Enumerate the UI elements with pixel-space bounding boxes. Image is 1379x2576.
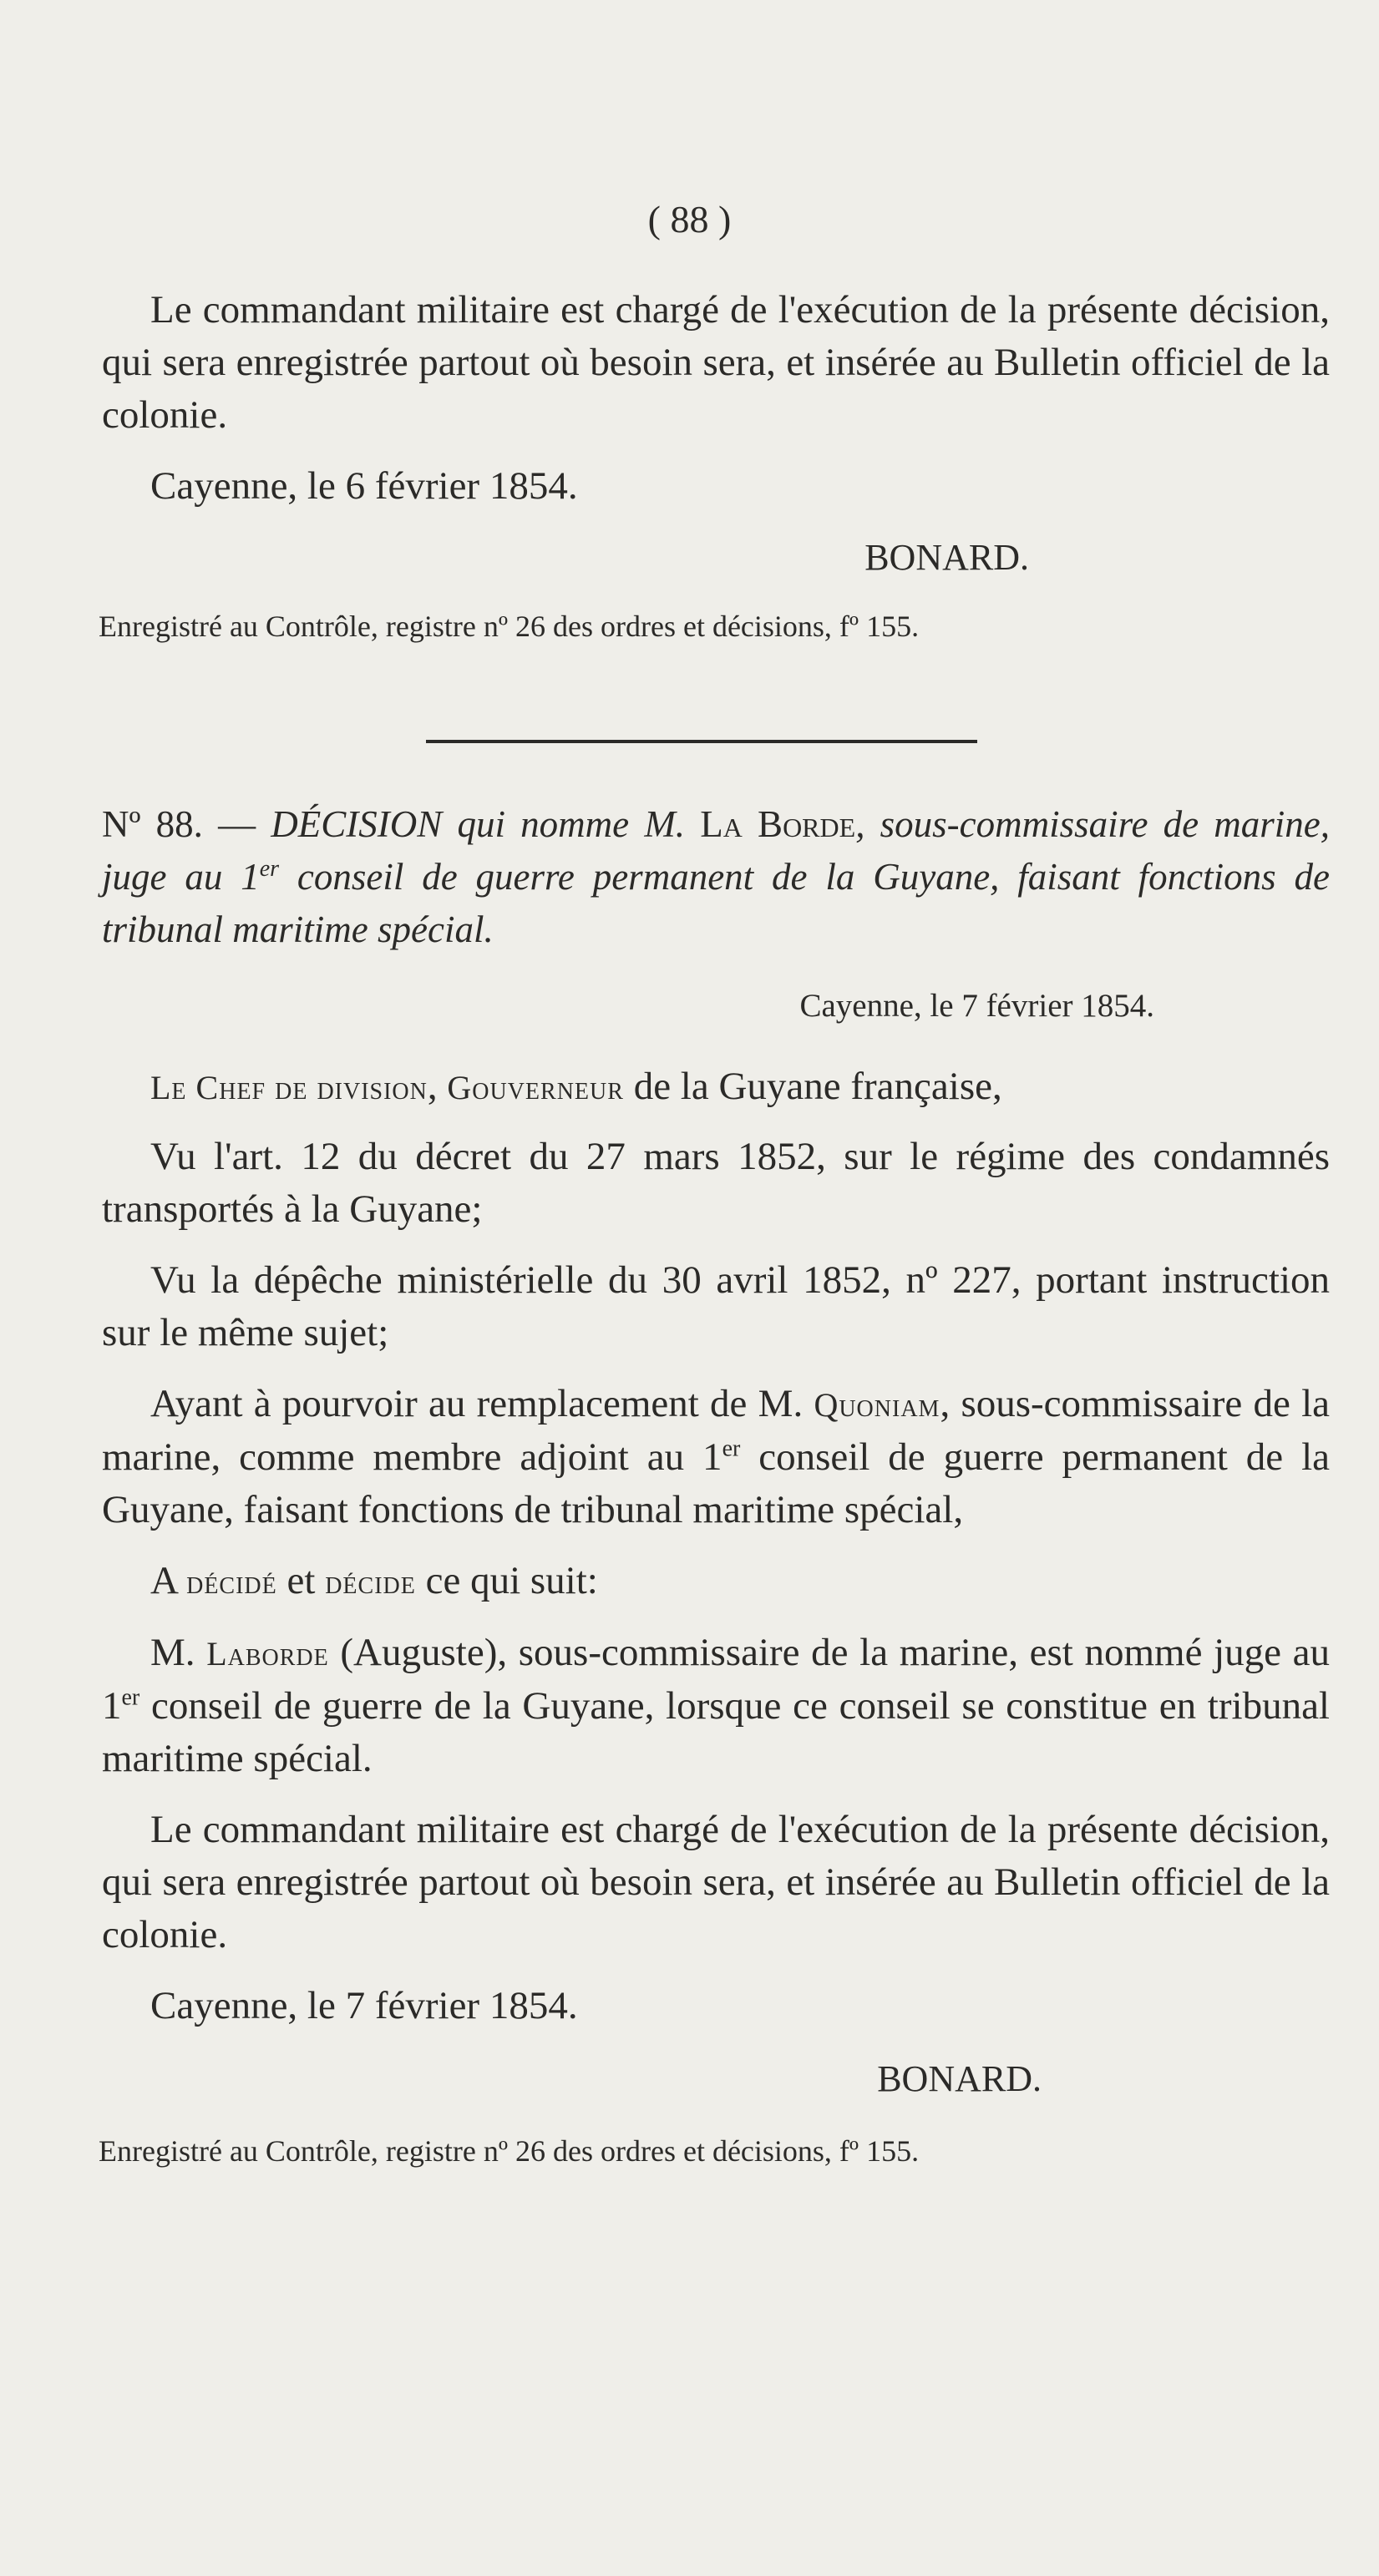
signature: BONARD.: [864, 537, 1029, 578]
registration-note-2: Enregistré au Contrôle, registre nº 26 des ordres et décisions, fº 155.: [99, 2134, 920, 2168]
nomination-paragraph: M. Laborde (Auguste), sous-commissaire de la marine, est nommé juge au 1er conseil de guerre de la Guyane, lorsque ce conseil se constitue en tribunal maritime spécial.: [102, 1631, 1330, 1780]
ayant-paragraph: Ayant à pourvoir au remplacement de M. Quoniam, sous-commissaire de la marine, comme membre adjoint au 1er conseil de guerre permanent de la Guyane, faisant fonctions de tribunal maritime spécial,: [102, 1382, 1331, 1531]
date-line-2: Cayenne, le 7 février 1854.: [150, 1984, 578, 2027]
execution-paragraph: Le commandant militaire est chargé de l'exécution de la présente décision, qui sera enregistrée partout où besoin sera, et insérée au Bulletin officiel de la colonie.: [102, 288, 1330, 437]
previous-decision-end: [99, 284, 1330, 647]
governor-heading: Le Chef de division, Gouverneur de la Guyane française,: [150, 1065, 1002, 1108]
execution-paragraph-2: Le commandant militaire est chargé de l'exécution de la présente décision, qui sera enregistrée partout où besoin sera, et insérée au Bulletin officiel de la colonie.: [102, 1808, 1330, 1956]
vu-depeche: Vu la dépêche ministérielle du 30 avril 1852, nº 227, portant instruction sur le même sujet;: [102, 1258, 1330, 1354]
decide-line: A décidé et décide ce qui suit:: [150, 1559, 598, 1602]
vu-decret: Vu l'art. 12 du décret du 27 mars 1852, sur le régime des condamnés transportés à la Guyane;: [102, 1135, 1330, 1231]
registration-note: Enregistré au Contrôle, registre nº 26 des ordres et décisions, fº 155.: [99, 610, 920, 643]
decision-88: [99, 798, 1331, 2172]
separator-rule: [426, 740, 977, 743]
date-line: Cayenne, le 6 février 1854.: [150, 464, 578, 508]
signature-2: BONARD.: [877, 2058, 1042, 2099]
decision-title: Nº 88. — DÉCISION qui nomme M. La Borde, sous-commissaire de marine, juge au 1er conseil de guerre permanent de la Guyane, faisant fonctions de tribunal maritime spécial.: [102, 803, 1331, 950]
page-number: ( 88 ): [647, 198, 732, 240]
dateline: Cayenne, le 7 février 1854.: [799, 988, 1154, 1024]
